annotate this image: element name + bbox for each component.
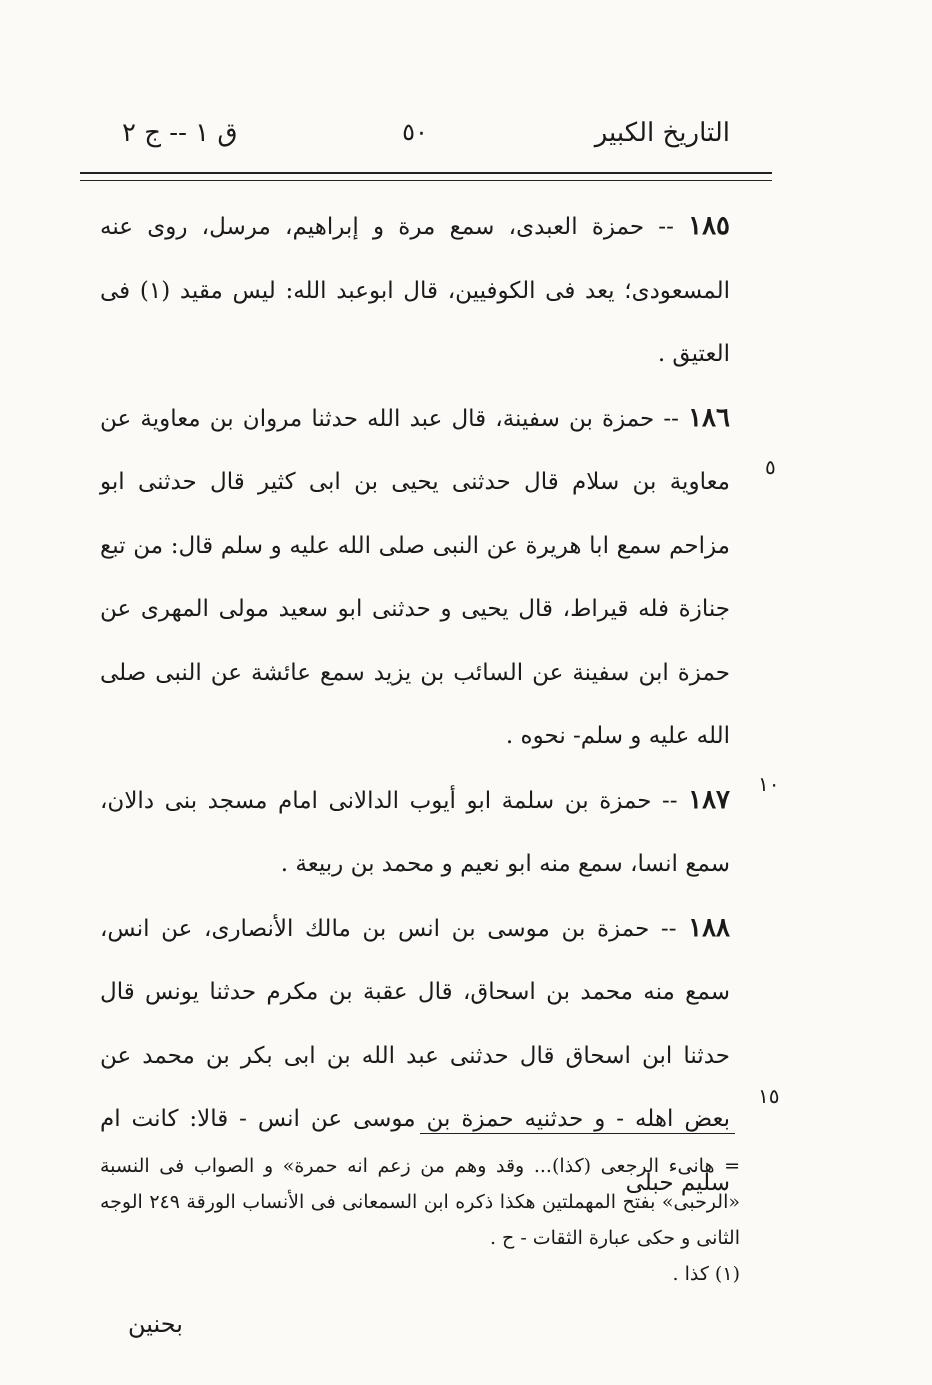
volume-reference: ق ١ -- ج ٢ — [122, 118, 238, 148]
footnotes — [100, 1148, 740, 1292]
entry-number: ١٨٧ — [688, 784, 731, 815]
entry-187 — [100, 769, 730, 897]
entry-185 — [100, 195, 730, 387]
entry-186 — [100, 387, 730, 769]
running-header — [100, 112, 730, 162]
entry-text: -- حمزة العبدى، سمع مرة و إبراهيم، مرسل، روى عنه المسعودى؛ يعد فى الكوفيين، قال ابوعبد الله: ليس مقيد (١) فى العتيق . — [100, 214, 731, 367]
entry-number: ١٨٥ — [688, 211, 731, 241]
line-number-15: ١٥ — [758, 1084, 780, 1108]
main-text — [100, 195, 730, 1215]
header-rule-thick — [80, 172, 772, 174]
footnote-1: (١) كذا . — [672, 1263, 740, 1285]
footnote-continuation: = هانىء الرجعى (كذا)... وقد وهم من زعم انه حمرة» و الصواب فى النسبة «الرحبى» بفتح المهملتين هكذا ذكره ابن السمعانى فى الأنساب الورقة ٢٤٩ الوجه الثانى و حكى عبارة الثقات - ح . — [100, 1155, 740, 1249]
entry-number: ١٨٨ — [688, 912, 731, 943]
entry-text: -- حمزة بن موسى بن انس بن مالك الأنصارى، عن انس، سمع منه محمد بن اسحاق، قال عقبة بن مكرم حدثنا يونس قال حدثنا ابن اسحاق قال حدثنى عبد الله بن ابى بكر بن محمد عن بعض اهله - و حدثنيه حمزة بن موسى عن انس - قالا: كانت ام سليم حبلى — [100, 915, 730, 1196]
line-number-10: ١٠ — [758, 772, 780, 796]
page-number: ٥٠ — [402, 118, 428, 146]
footnote-rule — [420, 1133, 735, 1134]
line-number-5: ٥ — [765, 455, 776, 479]
header-rule-thin — [80, 180, 772, 181]
catchword: بحنين — [128, 1310, 183, 1338]
entry-number: ١٨٦ — [688, 402, 730, 433]
entry-text: -- حمزة بن سفينة، قال عبد الله حدثنا مروان بن معاوية عن معاوية بن سلام قال حدثنى يحيى بن ابى كثير قال حدثنى ابو مزاحم سمع ابا هريرة عن النبى صلى الله عليه و سلم قال: من تبع جنازة فله قيراط، قال يحيى و حدثنى ابو سعيد مولى المهرى عن حمزة ابن سفينة عن السائب بن يزيد سمع عائشة عن النبى صلى الله عليه و سلم- نحوه . — [100, 405, 730, 749]
entry-text: -- حمزة بن سلمة ابو أيوب الدالانى امام مسجد بنى دالان، سمع انسا، سمع منه ابو نعيم و محمد بن ربيعة . — [100, 787, 730, 877]
book-title: التاريخ الكبير — [594, 118, 730, 148]
